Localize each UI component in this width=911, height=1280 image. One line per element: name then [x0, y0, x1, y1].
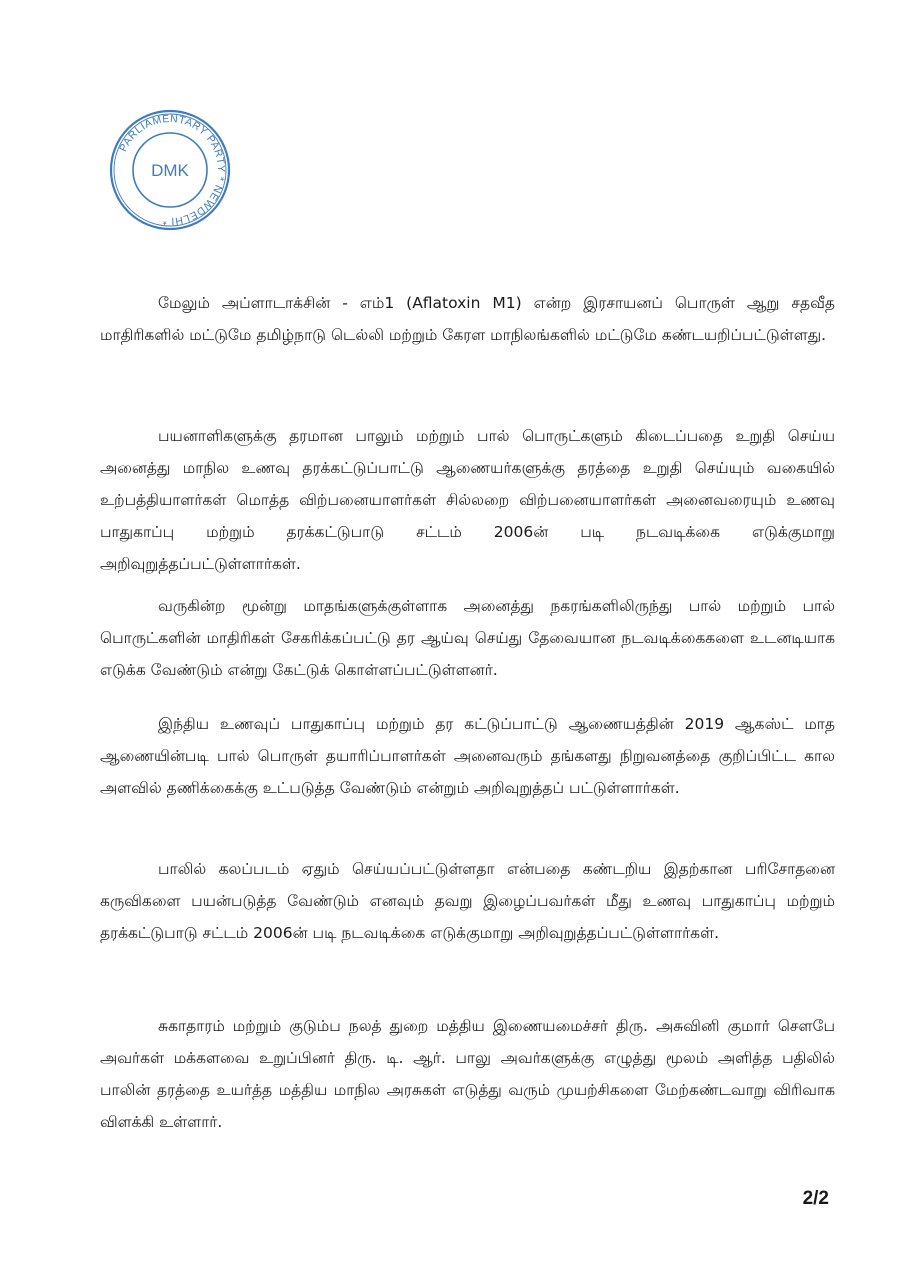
paragraph-sample-collection: வருகின்ற மூன்று மாதங்களுக்குள்ளாக அனைத்து நகரங்களிலிருந்து பால் மற்றும் பால் பொருட்களின் மாதிரிகள் சேகரிக்கப்பட்டு தர ஆய்வு செய்து தேவையான நடவடிக்கைகளை உடனடியாக எடுக்க வேண்டும் என்று கேட்டுக் கொள்ளப்பட்டுள்ளனர்.: [100, 597, 835, 679]
paragraph-aflatoxin: மேலும் அப்ளாடாக்சின் - எம்1 (Aflatoxin M1) என்ற இரசாயனப் பொருள் ஆறு சதவீத மாதிரிகளில் மட்டுமே தமிழ்நாடு டெல்லி மற்றும் கேரள மாநிலங்களில் மட்டுமே கண்டயறிப்பட்டுள்ளது.: [100, 294, 835, 344]
paragraph-minister-reply: சுகாதாரம் மற்றும் குடும்ப நலத் துறை மத்திய இணையமைச்சர் திரு. அசுவினி குமார் சௌபே அவர்கள் மக்களவை உறுப்பினர் திரு. டி. ஆர். பாலு அவர்களுக்கு எழுத்து மூலம் அளித்த பதிலில் பாலின் தரத்தை உயர்த்த மத்திய மாநில அரசுகள் எடுத்து வரும் முயற்சிகளை மேற்கண்டவாறு விரிவாக விளக்கி உள்ளார்.: [100, 1017, 835, 1131]
dmk-seal-stamp: [108, 108, 232, 232]
seal-center-text: DMK: [151, 161, 189, 180]
page-number: 2/2: [802, 1188, 829, 1209]
paragraph-quality-assurance: பயனாளிகளுக்கு தரமான பாலும் மற்றும் பால் பொருட்களும் கிடைப்பதை உறுதி செய்ய அனைத்து மாநில உணவு தரக்கட்டுப்பாட்டு ஆணையர்களுக்கு தரத்தை உறுதி செய்யும் வகையில் உற்பத்தியாளர்கள் மொத்த விற்பனையாளர்கள் சில்லறை விற்பனையாளர்கள் அனைவரையும் உணவு பாதுகாப்பு மற்றும் தரக்கட்டுபாடு சட்டம் 2006ன் படி நடவடிக்கை எடுக்குமாறு அறிவுறுத்தப்பட்டுள்ளார்கள்.: [100, 427, 835, 573]
seal-ring-text: PARLIAMENTARY PARTY * NEWDELHI *: [117, 112, 228, 228]
paragraph-adulteration-testing: பாலில் கலப்படம் ஏதும் செய்யப்பட்டுள்ளதா என்பதை கண்டறிய இதற்கான பரிசோதனை கருவிகளை பயன்படுத்த வேண்டும் எனவும் தவறு இழைப்பவர்கள் மீது உணவு பாதுகாப்பு மற்றும் தரக்கட்டுபாடு சட்டம் 2006ன் படி நடவடிக்கை எடுக்குமாறு அறிவுறுத்தப்பட்டுள்ளார்கள்.: [100, 860, 835, 942]
paragraph-fssai-order: இந்திய உணவுப் பாதுகாப்பு மற்றும் தர கட்டுப்பாட்டு ஆணையத்தின் 2019 ஆகஸ்ட் மாத ஆணையின்படி பால் பொருள் தயாரிப்பாளர்கள் அனைவரும் தங்களது நிறுவனத்தை குறிப்பிட்ட கால அளவில் தணிக்கைக்கு உட்படுத்த வேண்டும் என்றும் அறிவுறுத்தப் பட்டுள்ளார்கள்.: [100, 715, 835, 797]
